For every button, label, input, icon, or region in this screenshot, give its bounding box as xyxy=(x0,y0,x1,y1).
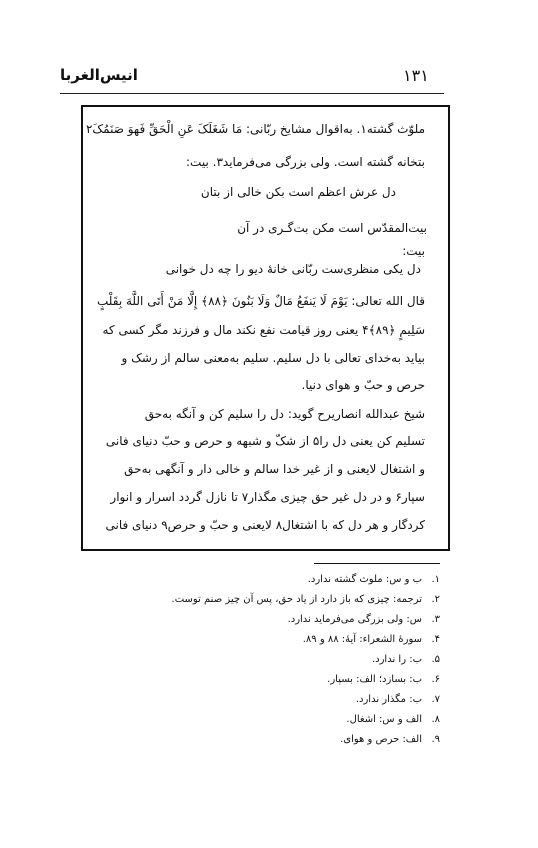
verse-couplet: دل یکی منظری‌ست ربّانی خانهٔ دیو را چه دل خوانی xyxy=(165,262,421,276)
body-line-2: بتخانه گشته است. ولی بزرگی می‌فرماید۳. بیت: xyxy=(186,155,425,169)
body-line-4: حرص و حبّ و هوای دنیا. xyxy=(301,378,425,392)
footnote-number: ۳. xyxy=(431,614,440,625)
footnote-rule xyxy=(314,563,440,564)
body-line-6: تسلیم کن یعنی دل را۵ از شکّ و شبهه و حرص و حبّ دنیای فانی xyxy=(105,434,425,448)
footnote-text: س: ولی بزرگی می‌فرماید ندارد. xyxy=(287,614,422,625)
footnote-9 xyxy=(110,733,440,747)
footnote-2 xyxy=(110,593,440,607)
footnote-7 xyxy=(110,693,440,707)
verse-line-2: بیت‌المقدّس است مکن بت‌گـری در آن xyxy=(237,221,427,235)
body-line-1: ملوّث گشته۱. به‌اقوال مشایخ ربّانی: مَا شَغَلَکَ عَنِ الْحَقِّ فَهوَ صَنَمُکَ۲ xyxy=(85,122,425,136)
footnote-3 xyxy=(110,613,440,627)
footnote-number: ۴. xyxy=(431,634,440,645)
footnote-number: ۷. xyxy=(431,694,440,705)
footnote-number: ۸. xyxy=(431,714,440,725)
body-line-9: کردگار و هر دل که با اشتغال۸ لایعنی و حبّ و حرص۹ دنیای فانی xyxy=(105,518,425,532)
footnote-text: الف: حرص و هوای. xyxy=(340,734,422,745)
footnote-5 xyxy=(110,653,440,667)
footnote-text: سورهٔ الشعراء: آیهٔ: ۸۸ و ۸۹. xyxy=(302,634,422,645)
footnote-number: ۲. xyxy=(431,594,440,605)
footnote-4 xyxy=(110,633,440,647)
body-line-8: سپار۶ و در دل غیر حق چیزی مگذار۷ تا نازل گردد اسرار و انوار xyxy=(110,490,425,504)
footnote-text: ب: بسازد؛ الف: بسپار. xyxy=(327,674,422,685)
body-line-7: و اشتغال لایعنی و از غیر خدا سالم و خالی دار و آنگهی به‌حق xyxy=(124,462,425,476)
footnote-text: الف و س: اشغال. xyxy=(346,714,422,725)
footnote-number: ۶. xyxy=(431,674,440,685)
footnote-8 xyxy=(110,713,440,727)
footnote-text: ب: را ندارد. xyxy=(371,654,422,665)
footnote-text: ب: مگذار ندارد. xyxy=(355,694,422,705)
footnote-number: ۵. xyxy=(431,654,440,665)
verse-label: بیت: xyxy=(402,244,425,258)
quran-line-2: سَلِیمٍ ﴿۸۹﴾۴ یعنی روز قیامت نفع نکند مال و فرزند مگر کسی که xyxy=(102,323,425,337)
verse-line-1: دل عرش اعظم است بکن خالی از بتان xyxy=(200,185,396,199)
page-number: ۱۳۱ xyxy=(403,66,429,85)
running-title: انیس‌الغربا xyxy=(60,66,138,84)
footnote-6 xyxy=(110,673,440,687)
footnote-number: ۱. xyxy=(431,574,440,585)
footnote-text: ترجمه: چیزی که باز دارد از یاد حق، پس آن چیز صنم توست. xyxy=(171,594,422,605)
header-rule xyxy=(60,93,444,94)
footnote-text: ب و س: ملوث گشته ندارد. xyxy=(307,574,422,585)
body-line-5: شیخ عبدالله انصاریرح گوید: دل را سلیم کن و آنگه به‌حق xyxy=(144,407,425,421)
quran-line-1: قال الله تعالی: یَوْمَ لَا یَنفَعُ مَالٌ وَلَا بَنُونَ ﴿۸۸﴾ إِلَّا مَنْ أَتَی اللَّهَ بِقَلْبٍ xyxy=(97,294,425,308)
body-line-3: بیاید به‌خدای تعالی با دل سلیم. سلیم به‌معنی سالم از رشک و xyxy=(121,351,425,365)
footnote-number: ۹. xyxy=(431,734,440,745)
footnote-1 xyxy=(110,573,440,587)
